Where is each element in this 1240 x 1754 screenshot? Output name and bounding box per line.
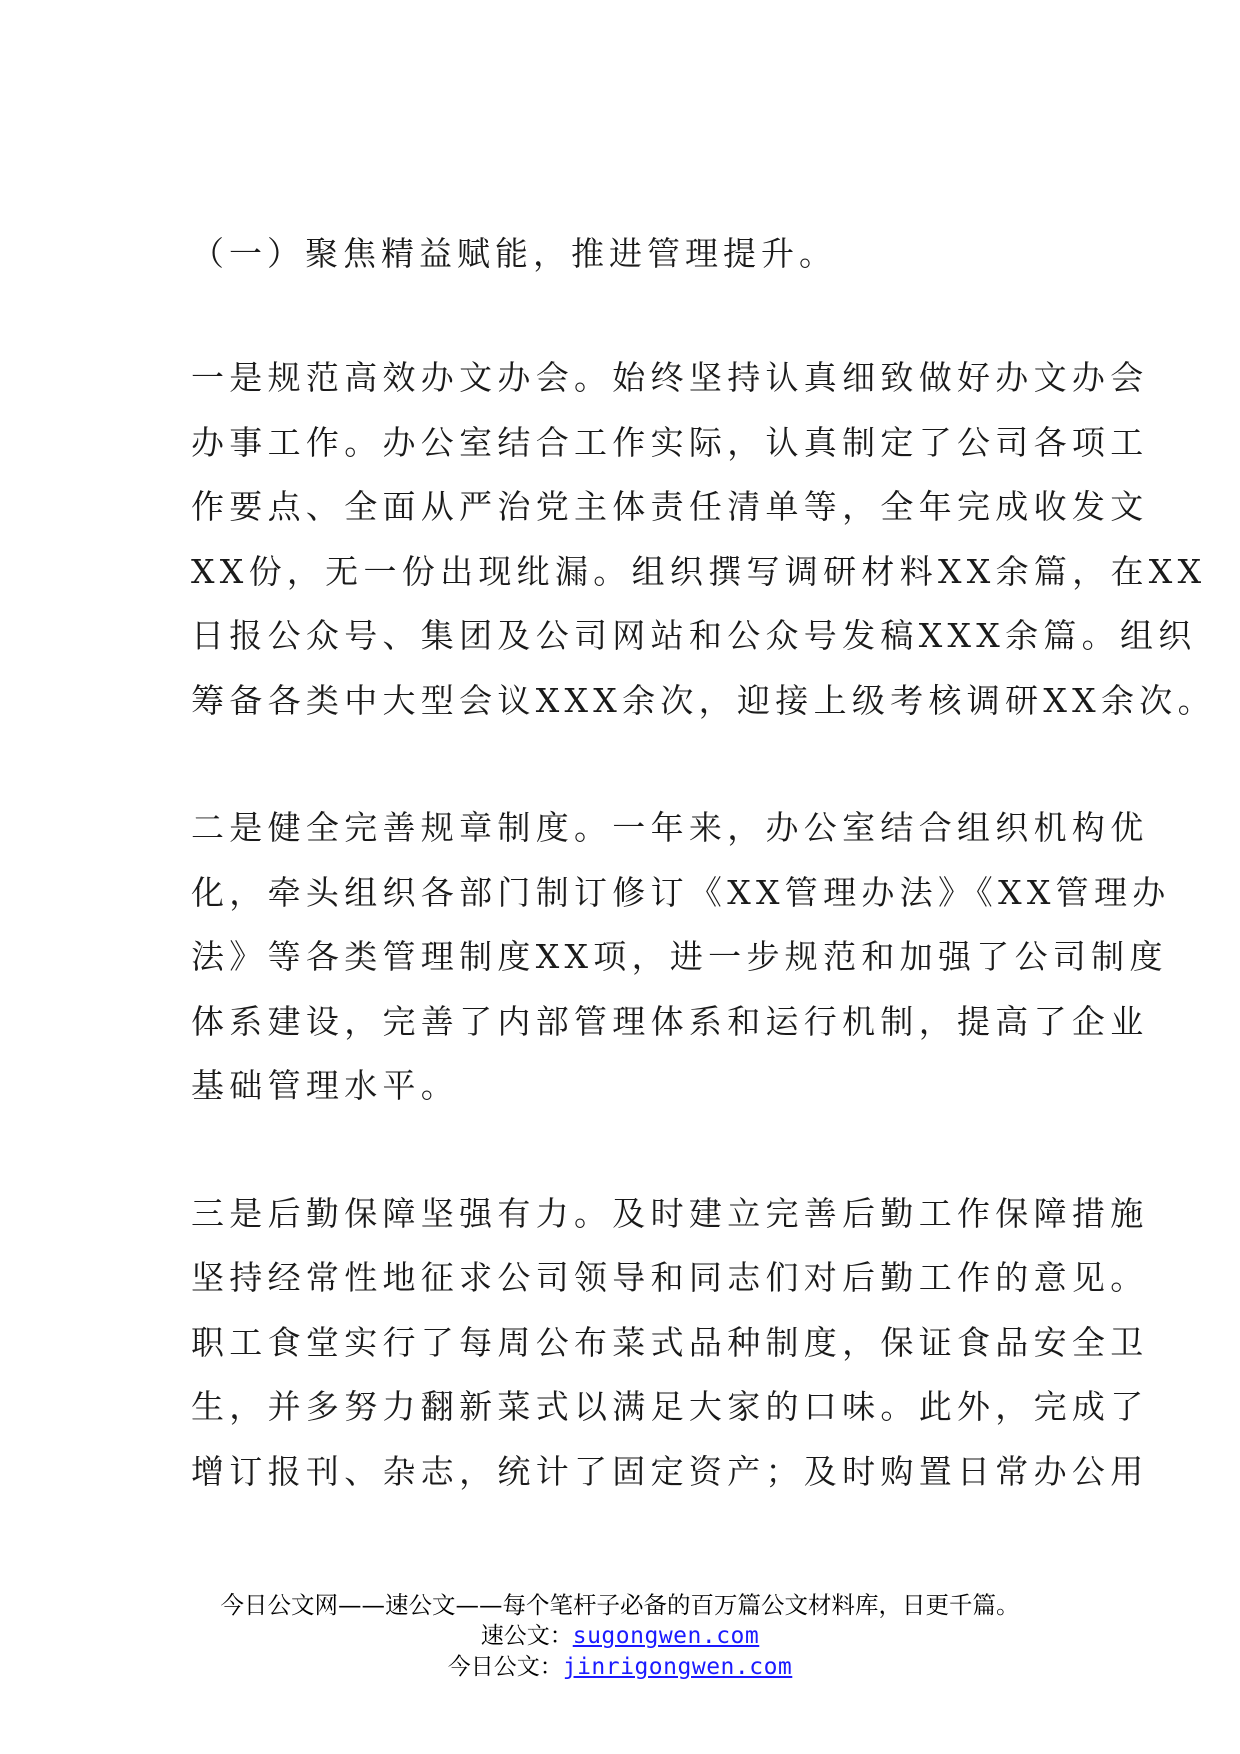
paragraph-logistics: [191, 1182, 1149, 1505]
paragraph-regulations: [191, 796, 1171, 1119]
paragraph-line: 三是后勤保障坚强有力。及时建立完善后勤工作保障措施: [191, 1193, 1149, 1233]
page-footer: [0, 1590, 1240, 1683]
sugongwen-link[interactable]: sugongwen.com: [572, 1623, 760, 1649]
paragraph-line: 化，牵头组织各部门制订修订《XX管理办法》《XX管理办: [191, 872, 1171, 912]
paragraph-line: 作要点、全面从严治党主体责任清单等，全年完成收发文: [191, 487, 1149, 526]
paragraph-line: 坚持经常性地征求公司领导和同志们对后勤工作的意见。: [191, 1258, 1149, 1297]
paragraph-line: XX份，无一份出现纰漏。组织撰写调研材料XX余篇，在XX: [191, 551, 1207, 591]
footer-tagline: 今日公文网——速公文——每个笔杆子必备的百万篇公文材料库，日更千篇。: [220, 1591, 1020, 1619]
paragraph-line: 生，并多努力翻新菜式以满足大家的口味。此外，完成了: [191, 1387, 1149, 1426]
paragraph-line: 职工食堂实行了每周公布菜式品种制度，保证食品安全卫: [191, 1322, 1149, 1362]
footer-link-row-jinrigongwen: [0, 1652, 1240, 1683]
jinrigongwen-link[interactable]: jinrigongwen.com: [562, 1654, 793, 1680]
document-body: [191, 222, 1216, 1567]
section-heading: （一）聚焦精益赋能，推进管理提升。: [191, 234, 837, 273]
paragraph-line: 法》等各类管理制度XX项，进一步规范和加强了公司制度: [191, 937, 1168, 976]
paragraph-line: 一是规范高效办文办会。始终坚持认真细致做好办文办会: [191, 358, 1149, 397]
paragraph-line: 基础管理水平。: [191, 1066, 460, 1105]
paragraph-line: 办事工作。办公室结合工作实际，认真制定了公司各项工: [191, 422, 1149, 462]
paragraph-line: 增订报刊、杂志，统计了固定资产；及时购置日常办公用: [191, 1451, 1149, 1491]
paragraph-line: 日报公众号、集团及公司网站和公众号发稿XXX余篇。组织: [191, 616, 1197, 655]
footer-link-row-sugongwen: [0, 1621, 1240, 1652]
paragraph-line: 体系建设，完善了内部管理体系和运行机制，提高了企业: [191, 1001, 1149, 1041]
footer-link-label: 今日公文：: [447, 1654, 563, 1680]
paragraph-office-work: [191, 346, 1216, 733]
paragraph-line: 筹备各类中大型会议XXX余次，迎接上级考核调研XX余次。: [191, 680, 1216, 720]
paragraph-line: 二是健全完善规章制度。一年来，办公室结合组织机构优: [191, 808, 1149, 847]
footer-link-label: 速公文：: [480, 1623, 573, 1649]
